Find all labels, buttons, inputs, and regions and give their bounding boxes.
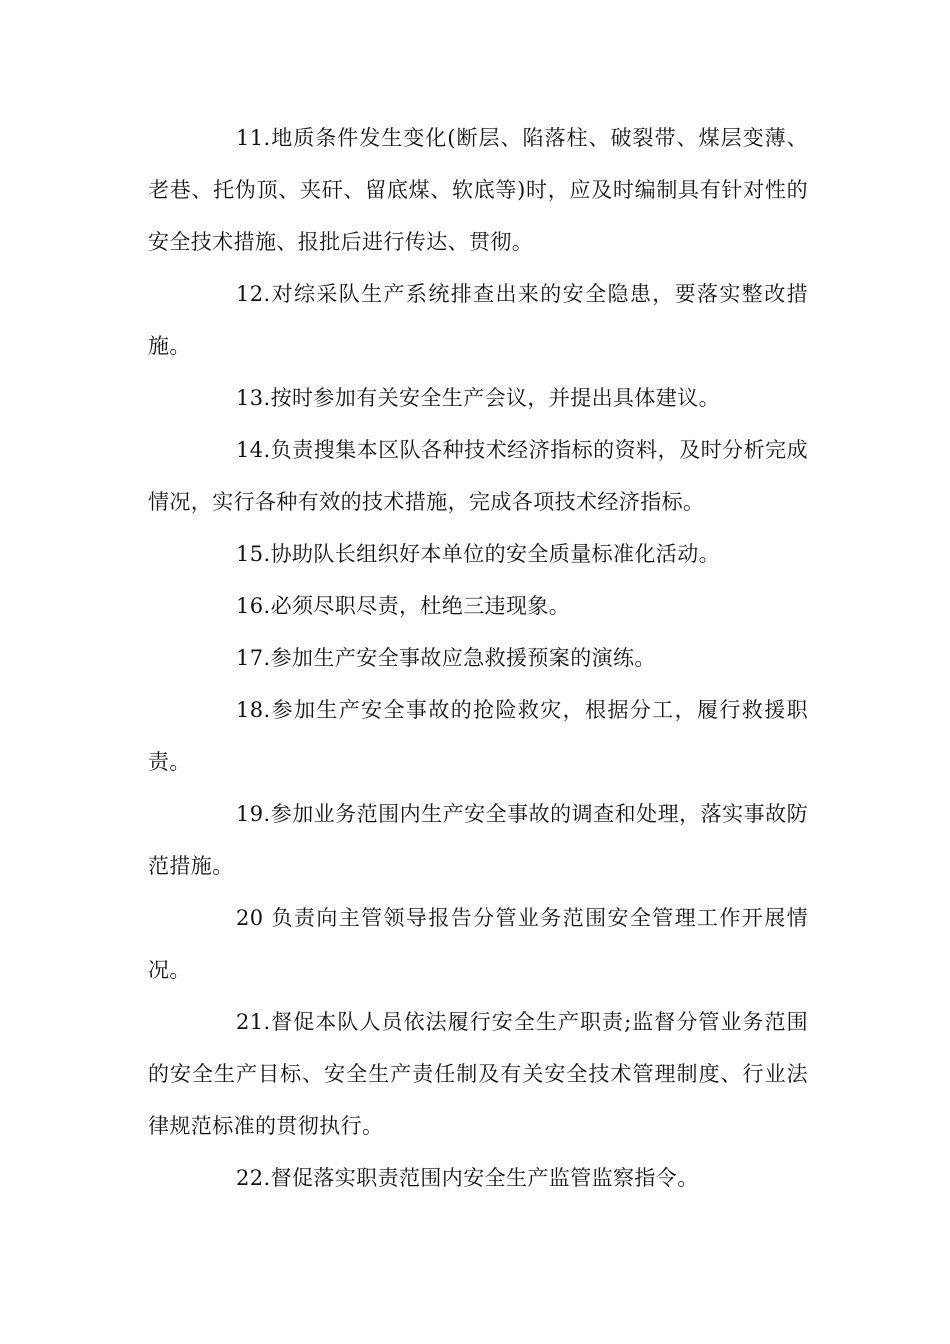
- paragraph-item-21: 21.督促本队人员依法履行安全生产职责;监督分管业务范围的安全生产目标、安全生产责任制及有关安全技术管理制度、行业法律规范标准的贯彻执行。: [148, 1010, 808, 1138]
- paragraph-item-14: 14.负责搜集本区队各种技术经济指标的资料，及时分析完成情况，实行各种有效的技术措施，完成各项技术经济指标。: [148, 438, 808, 514]
- paragraph-item-20: 20 负责向主管领导报告分管业务范围安全管理工作开展情况。: [148, 906, 808, 982]
- paragraph-item-11: 11.地质条件发生变化(断层、陷落柱、破裂带、煤层变薄、老巷、托伪顶、夹矸、留底煤、软底等)时，应及时编制具有针对性的安全技术措施、报批后进行传达、贯彻。: [148, 126, 808, 254]
- paragraph-item-16: 16.必须尽职尽责，杜绝三违现象。: [236, 594, 571, 618]
- paragraph-item-18: 18.参加生产安全事故的抢险救灾，根据分工，履行救援职责。: [148, 698, 808, 774]
- paragraph-item-22: 22.督促落实职责范围内安全生产监管监察指令。: [236, 1166, 699, 1190]
- paragraph-item-15: 15.协助队长组织好本单位的安全质量标准化活动。: [236, 542, 720, 566]
- paragraph-item-19: 19.参加业务范围内生产安全事故的调查和处理，落实事故防范措施。: [148, 802, 808, 878]
- paragraph-item-17: 17.参加生产安全事故应急救援预案的演练。: [236, 646, 656, 670]
- paragraph-item-12: 12.对综采队生产系统排查出来的安全隐患，要落实整改措施。: [148, 282, 808, 358]
- paragraph-item-13: 13.按时参加有关安全生产会议，并提出具体建议。: [236, 386, 720, 410]
- document-body: [148, 112, 808, 1204]
